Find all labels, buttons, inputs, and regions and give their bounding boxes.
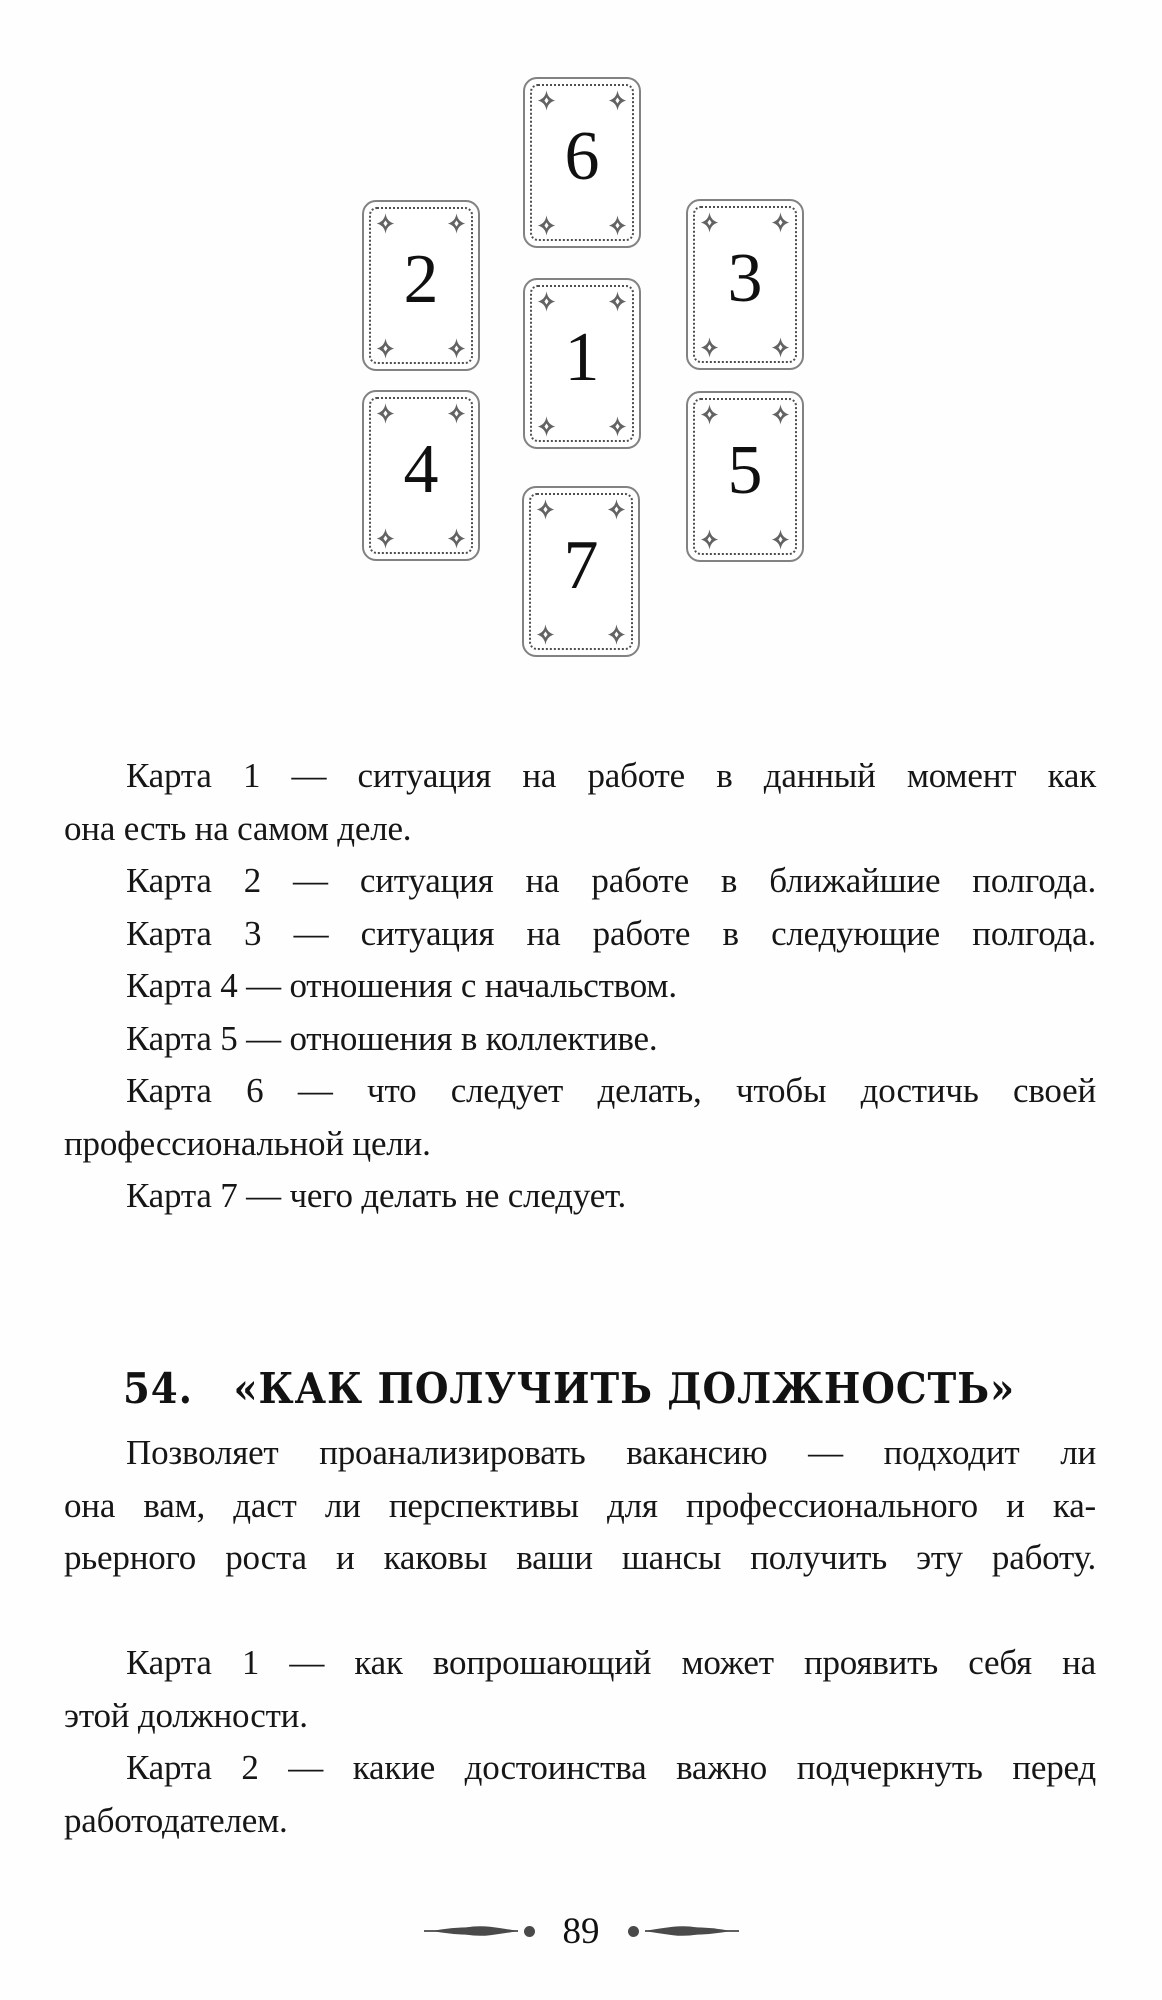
text-line: Карта 2 — ситуация на работе в ближайшие полгода. [126,861,1096,900]
text-line: работодателем. [64,1800,288,1840]
flourish-dot-icon [628,1926,639,1937]
text-line: Карта 6 — что следует делать, чтобы достичь своей [126,1071,1096,1110]
card-5 [686,391,804,562]
card-meanings-paragraph [64,750,1096,1223]
section-intro-paragraph [64,1427,1096,1585]
text-line: она есть на самом деле. [64,808,412,848]
page-footer [0,1908,1162,1954]
card-1 [523,278,641,449]
card-number: 7 [563,526,599,604]
text-line: Карта 2 — какие достоинства важно подчеркнуть перед [126,1748,1096,1787]
section-title: «КАК ПОЛУЧИТЬ ДОЛЖНОСТЬ» [233,1363,1016,1413]
text-line: Позволяет проанализировать вакансию — подходит ли [126,1433,1096,1472]
card-number: 1 [564,318,600,396]
section-heading [123,1363,1016,1413]
page-number: 89 [562,1910,600,1952]
flourish-left-icon [424,1924,520,1938]
card-4 [362,390,480,561]
card-6 [523,77,641,248]
text-line: рьерного роста и каковы ваши шансы получить эту работу. [64,1538,1096,1577]
flourish-right-icon [643,1924,739,1938]
card-number: 2 [403,240,439,318]
flourish-dot-icon [524,1926,535,1937]
text-line: Карта 4 — отношения с начальством. [126,966,677,1005]
text-line: этой должности. [64,1695,308,1735]
text-line: Карта 1 — ситуация на работе в данный момент как [126,756,1096,795]
text-line: Карта 5 — отношения в коллективе. [126,1018,658,1058]
card-7 [522,486,640,657]
text-line: Карта 1 — как вопрошающий может проявить себя на [126,1643,1096,1682]
card-number: 4 [403,430,439,508]
card-number: 3 [727,239,763,317]
section-card-meanings-paragraph [64,1637,1096,1847]
card-2 [362,200,480,371]
text-line: Карта 3 — ситуация на работе в следующие полгода. [126,913,1096,953]
card-number: 6 [564,117,600,195]
card-3 [686,199,804,370]
text-line: она вам, даст ли перспективы для профессионального и ка- [64,1485,1096,1525]
section-number: 54. [123,1363,193,1413]
card-number: 5 [727,431,763,509]
text-line: Карта 7 — чего делать не следует. [126,1176,627,1215]
text-line: профессиональной цели. [64,1123,431,1163]
